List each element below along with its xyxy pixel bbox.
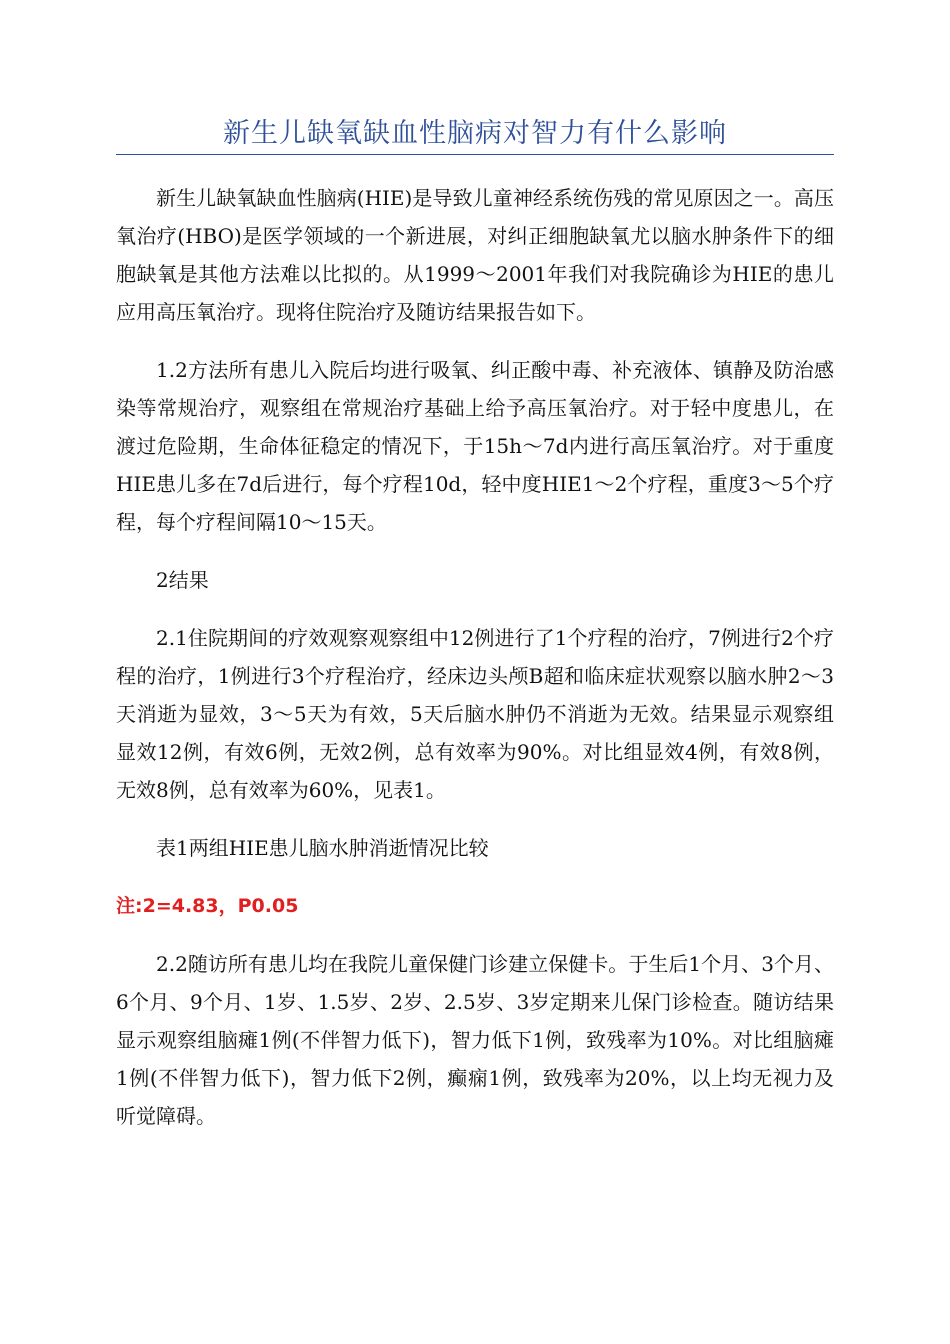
paragraph-methods: 1.2方法所有患儿入院后均进行吸氧、纠正酸中毒、补充液体、镇静及防治感染等常规治疗，观察组在常规治疗基础上给予高压氧治疗。对于轻中度患儿，在渡过危险期，生命体征稳定的情况下，于15h～7d内进行高压氧治疗。对于重度HIE患儿多在7d后进行，每个疗程10d，轻中度HIE1～2个疗程，重度3～5个疗程，每个疗程间隔10～15天。: [116, 358, 834, 534]
paragraph-followup-2-2: 2.2随访所有患儿均在我院儿童保健门诊建立保健卡。于生后1个月、3个月、6个月、9个月、1岁、1.5岁、2岁、2.5岁、3岁定期来儿保门诊检查。随访结果显示观察组脑瘫1例(不伴智力低下)，智力低下1例，致残率为10%。对比组脑瘫1例(不伴智力低下)，智力低下2例，癫痫1例，致残率为20%，以上均无视力及听觉障碍。: [116, 952, 834, 1128]
table-note: 注:2=4.83，P0.05: [116, 895, 299, 917]
section-heading-results: 2结果: [156, 568, 209, 592]
document-body: [116, 179, 834, 1135]
paragraph-intro: 新生儿缺氧缺血性脑病(HIE)是导致儿童神经系统伤残的常见原因之一。高压氧治疗(HBO)是医学领域的一个新进展，对纠正细胞缺氧尤以脑水肿条件下的细胞缺氧是其他方法难以比拟的。从1999～2001年我们对我院确诊为HIE的患儿应用高压氧治疗。现将住院治疗及随访结果报告如下。: [116, 186, 834, 324]
paragraph-results-2-1: 2.1住院期间的疗效观察观察组中12例进行了1个疗程的治疗，7例进行2个疗程的治疗，1例进行3个疗程治疗，经床边头颅B超和临床症状观察以脑水肿2～3天消逝为显效，3～5天为有效，5天后脑水肿仍不消逝为无效。结果显示观察组显效12例，有效6例，无效2例，总有效率为90%。对比组显效4例，有效8例，无效8例，总有效率为60%，见表1。: [116, 626, 834, 802]
document-title: 新生儿缺氧缺血性脑病对智力有什么影响: [223, 118, 727, 149]
table-caption: 表1两组HIE患儿脑水肿消逝情况比较: [156, 836, 489, 860]
title-underline: [116, 154, 834, 155]
